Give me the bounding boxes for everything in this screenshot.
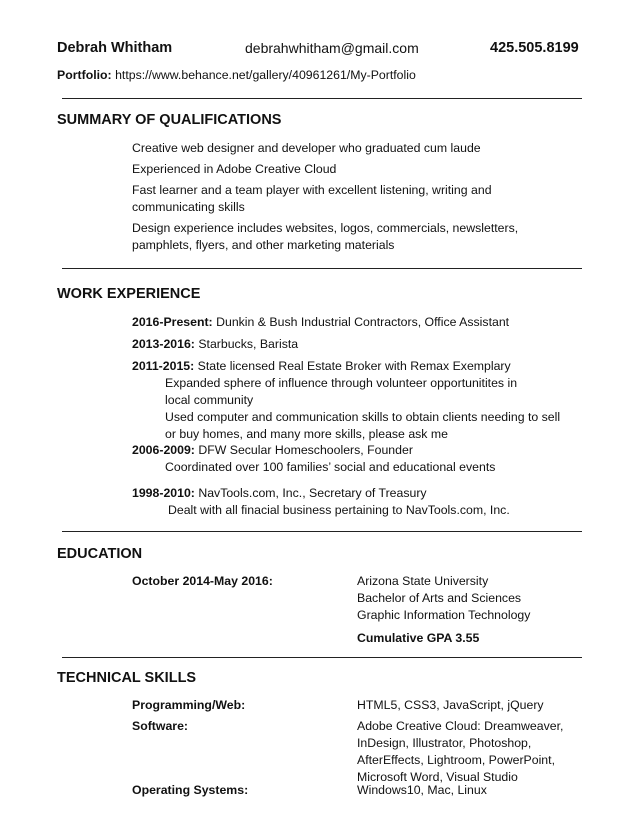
- job-detail: Coordinated over 100 families’ social and educational events: [165, 460, 496, 474]
- candidate-name: Debrah Whitham: [57, 40, 173, 56]
- job-entry: [132, 485, 582, 519]
- section-title-skills: TECHNICAL SKILLS: [57, 670, 197, 686]
- summary-item: Design experience includes websites, logos, commercials, newsletters, pamphlets, flyers, and other marketing materials: [132, 221, 519, 252]
- skill-label: Software:: [132, 719, 189, 733]
- summary-list: [132, 140, 582, 254]
- education-dates: October 2014-May 2016:: [132, 574, 273, 588]
- job-entry: [132, 358, 582, 443]
- job-role: State licensed Real Estate Broker with Remax Exemplary: [197, 359, 511, 373]
- job-role: NavTools.com, Inc., Secretary of Treasury: [198, 486, 427, 500]
- education-gpa: Cumulative GPA 3.55: [357, 631, 480, 645]
- job-dates: 2016-Present:: [132, 315, 213, 329]
- portfolio-link[interactable]: https://www.behance.net/gallery/40961261/My-Portfolio: [115, 68, 416, 82]
- job-role: Starbucks, Barista: [198, 337, 299, 351]
- skill-label: Operating Systems:: [132, 783, 249, 797]
- section-title-education: EDUCATION: [57, 546, 143, 562]
- job-dates: 2011-2015:: [132, 359, 195, 373]
- job-detail: Dealt with all finacial business pertaining to NavTools.com, Inc.: [168, 503, 510, 517]
- education-details: [357, 573, 587, 647]
- job-detail: local community: [165, 393, 254, 407]
- job-detail: Used computer and communication skills to obtain clients needing to sell: [165, 410, 561, 424]
- job-entry: [132, 336, 582, 353]
- education-school: Arizona State University: [357, 574, 489, 588]
- skill-label: Programming/Web:: [132, 698, 246, 712]
- divider: [62, 98, 582, 99]
- education-degree: Bachelor of Arts and Sciences: [357, 591, 522, 605]
- job-entry: [132, 442, 582, 476]
- job-dates: 2013-2016:: [132, 337, 195, 351]
- summary-item: Experienced in Adobe Creative Cloud: [132, 162, 337, 176]
- phone-number: 425.505.8199: [490, 40, 579, 56]
- portfolio-line: [57, 67, 416, 84]
- portfolio-label: Portfolio:: [57, 68, 112, 82]
- job-dates: 1998-2010:: [132, 486, 195, 500]
- divider: [62, 531, 582, 532]
- skill-values: Adobe Creative Cloud: Dreamweaver, InDesign, Illustrator, Photoshop, AfterEffects, Lightroom, PowerPoint, Microsoft Word, Visual Studio: [357, 719, 564, 784]
- education-major: Graphic Information Technology: [357, 608, 531, 622]
- section-title-summary: SUMMARY OF QUALIFICATIONS: [57, 112, 282, 128]
- summary-item: Creative web designer and developer who graduated cum laude: [132, 141, 481, 155]
- skill-values: Windows10, Mac, Linux: [357, 783, 487, 797]
- summary-item: Fast learner and a team player with excellent listening, writing and communicating skills: [132, 183, 492, 214]
- job-detail: Expanded sphere of influence through volunteer opportunitites in: [165, 376, 518, 390]
- job-role: Dunkin & Bush Industrial Contractors, Office Assistant: [216, 315, 510, 329]
- job-detail: or buy homes, and many more skills, please ask me: [165, 427, 448, 441]
- job-role: DFW Secular Homeschoolers, Founder: [198, 443, 413, 457]
- divider: [62, 657, 582, 658]
- skill-values: HTML5, CSS3, JavaScript, jQuery: [357, 698, 544, 712]
- section-title-work: WORK EXPERIENCE: [57, 286, 201, 302]
- job-dates: 2006-2009:: [132, 443, 195, 457]
- divider: [62, 268, 582, 269]
- job-entry: [132, 314, 582, 331]
- email-address[interactable]: debrahwhitham@gmail.com: [245, 40, 419, 56]
